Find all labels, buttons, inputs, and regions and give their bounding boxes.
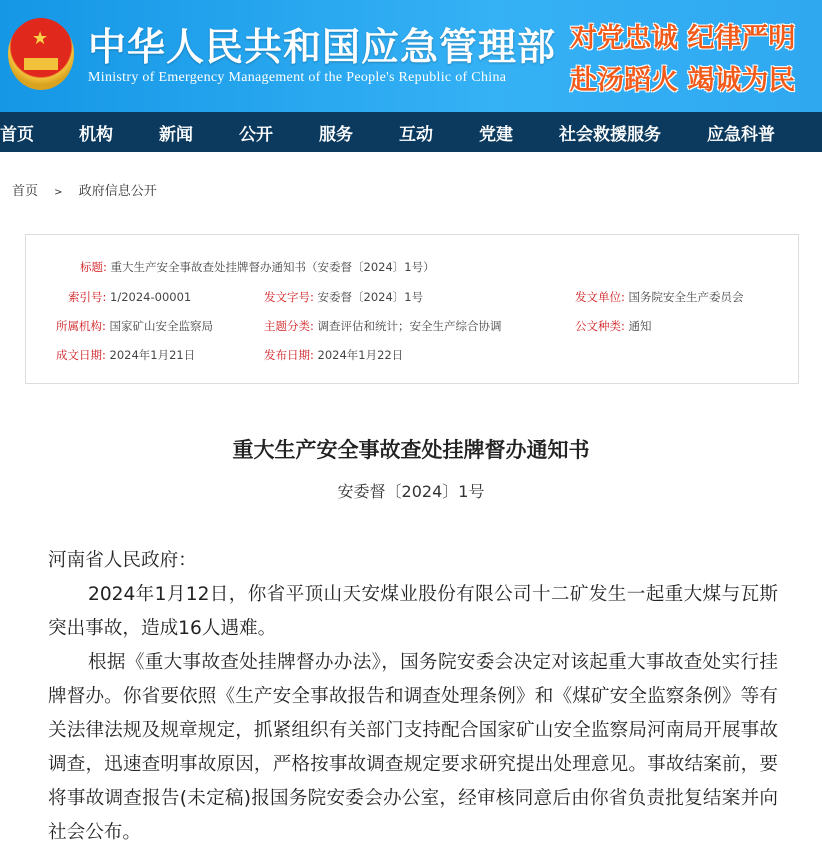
- breadcrumb-separator: >: [54, 187, 63, 198]
- nav-news[interactable]: 新闻: [159, 124, 193, 145]
- index-label: 索引号:: [68, 290, 107, 304]
- nav-organization[interactable]: 机构: [79, 124, 113, 145]
- date-label: 成文日期:: [56, 348, 106, 362]
- breadcrumb: [12, 180, 169, 199]
- slogan-line-1: 对党忠诚 纪律严明: [570, 23, 796, 54]
- breadcrumb-current[interactable]: 政府信息公开: [78, 184, 157, 199]
- nav-public[interactable]: 公开: [239, 124, 273, 145]
- title-value: 重大生产安全事故查处挂牌督办通知书（安委督〔2024〕1号）: [110, 260, 435, 274]
- topic-value: 调查评估和统计；安全生产综合协调: [317, 319, 502, 333]
- docno-value: 安委督〔2024〕1号: [317, 290, 424, 304]
- nav-science[interactable]: 应急科普: [707, 124, 775, 145]
- paragraph: 根据《重大事故查处挂牌督办办法》，国务院安委会决定对该起重大事故查处实行挂牌督办。你省要依照《生产安全事故报告和调查处理条例》和《煤矿安全监察条例》等有关法律法规及规章规定，抓紧组织有关部门支持配合国家矿山安全监察局河南局开展事故调查，迅速查明事故原因，严格按事故调查规定要求研究提出处理意见。事故结案前，要将事故调查报告(未定稿)报国务院安委会办公室，经审核同意后由你省负责批复结案并向社会公布。: [48, 652, 778, 843]
- org-value: 国家矿山安全监察局: [109, 319, 214, 333]
- salutation: 河南省人民政府：: [48, 550, 197, 571]
- slogan-line-2: 赴汤蹈火 竭诚为民: [570, 65, 796, 96]
- site-subtitle: Ministry of Emergency Management of the People's Republic of China: [88, 70, 507, 85]
- pub-label: 发布日期:: [264, 348, 314, 362]
- org-label: 所属机构:: [56, 319, 106, 333]
- nav-interaction[interactable]: 互动: [399, 124, 433, 145]
- date-value: 2024年1月21日: [109, 348, 196, 362]
- index-value: 1/2024-00001: [110, 290, 192, 304]
- nav-home[interactable]: 首页: [0, 124, 34, 145]
- paragraph: 2024年1月12日，你省平顶山天安煤业股份有限公司十二矿发生一起重大煤与瓦斯突出事故，造成16人遇难。: [48, 584, 778, 639]
- national-emblem-logo: ★: [8, 18, 74, 90]
- pub-value: 2024年1月22日: [317, 348, 404, 362]
- docno-label: 发文字号:: [264, 290, 314, 304]
- breadcrumb-home[interactable]: 首页: [12, 184, 39, 199]
- title-label: 标题:: [80, 260, 107, 274]
- issuer-value: 国务院安全生产委员会: [628, 290, 744, 304]
- nav-services[interactable]: 服务: [319, 124, 353, 145]
- site-header: [0, 0, 822, 112]
- type-label: 公文种类:: [575, 319, 625, 333]
- site-title: 中华人民共和国应急管理部: [88, 25, 557, 69]
- issuer-label: 发文单位:: [575, 290, 625, 304]
- nav-party[interactable]: 党建: [479, 124, 513, 145]
- document-body: [48, 544, 778, 850]
- type-value: 通知: [628, 319, 652, 333]
- document-metadata: [25, 234, 799, 384]
- main-nav: [0, 112, 822, 152]
- document-title: 重大生产安全事故查处挂牌督办通知书: [232, 437, 590, 462]
- nav-rescue-services[interactable]: 社会救援服务: [559, 124, 661, 145]
- topic-label: 主题分类:: [264, 319, 314, 333]
- document-number: 安委督〔2024〕1号: [337, 482, 485, 501]
